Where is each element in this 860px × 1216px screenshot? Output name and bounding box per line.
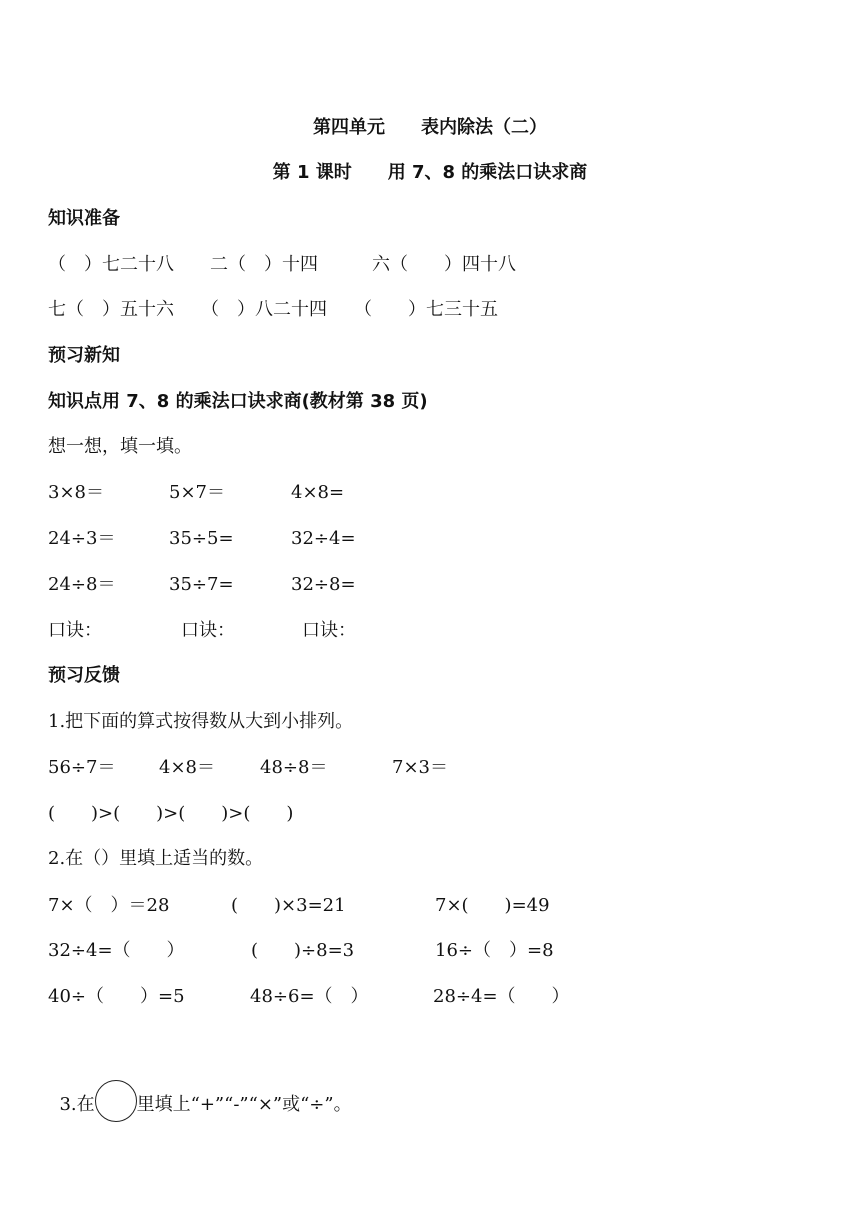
expr: 48÷6=（ ） bbox=[250, 986, 369, 1007]
expr: 35÷5= bbox=[169, 528, 234, 549]
circle-blank-icon bbox=[95, 1080, 137, 1122]
feedback-heading: 预习反馈 bbox=[48, 665, 120, 686]
expr: 24÷8＝ bbox=[48, 574, 116, 595]
instruction: 想一想，填一填。 bbox=[48, 436, 192, 457]
question-3-prefix: 3.在 bbox=[59, 1094, 95, 1115]
expr: 28÷4=（ ） bbox=[433, 986, 570, 1007]
mnemonic-label: 口诀： bbox=[181, 620, 235, 641]
expr: 7×( )=49 bbox=[435, 895, 550, 916]
expr: 7×3＝ bbox=[392, 757, 448, 778]
expr: 7×（ ）＝28 bbox=[48, 895, 170, 916]
expr: 48÷8＝ bbox=[260, 757, 328, 778]
mnemonic-label: 口诀： bbox=[302, 620, 356, 641]
expr: 3×8＝ bbox=[48, 482, 104, 503]
expr: ( )÷8=3 bbox=[251, 940, 355, 961]
preview-heading: 预习新知 bbox=[48, 345, 120, 366]
expr: 16÷（ ）=8 bbox=[435, 940, 554, 961]
question-2: 2.在（）里填上适当的数。 bbox=[48, 848, 264, 869]
page-title: 第四单元 表内除法（二） bbox=[313, 117, 547, 138]
knowledge-point: 知识点用 7、8 的乘法口诀求商(教材第 38 页) bbox=[48, 391, 428, 412]
expr: 4×8＝ bbox=[159, 757, 215, 778]
prep-line-1: （ ）七二十八 二（ ）十四 六（ ）四十八 bbox=[48, 254, 516, 275]
prep-heading: 知识准备 bbox=[48, 208, 120, 229]
mnemonic-label: 口诀： bbox=[48, 620, 102, 641]
order-blanks: ( )>( )>( )>( ) bbox=[48, 803, 294, 824]
expr: 32÷4=（ ） bbox=[48, 940, 185, 961]
expr: 4×8= bbox=[291, 482, 345, 503]
expr: 5×7＝ bbox=[169, 482, 225, 503]
question-3-suffix: 里填上“+”“-”“×”或“÷”。 bbox=[136, 1094, 352, 1115]
expr: 56÷7＝ bbox=[48, 757, 116, 778]
expr: 32÷8= bbox=[291, 574, 356, 595]
prep-line-2: 七（ ）五十六 （ ）八二十四 （ ）七三十五 bbox=[48, 299, 498, 320]
expr: 24÷3＝ bbox=[48, 528, 116, 549]
question-3 bbox=[48, 1056, 352, 1122]
question-1: 1.把下面的算式按得数从大到小排列。 bbox=[48, 711, 354, 732]
lesson-subtitle: 第 1 课时 用 7、8 的乘法口诀求商 bbox=[272, 162, 588, 183]
expr: 32÷4= bbox=[291, 528, 356, 549]
expr: 40÷（ ）=5 bbox=[48, 986, 185, 1007]
expr: 35÷7= bbox=[169, 574, 234, 595]
expr: ( )×3=21 bbox=[231, 895, 346, 916]
